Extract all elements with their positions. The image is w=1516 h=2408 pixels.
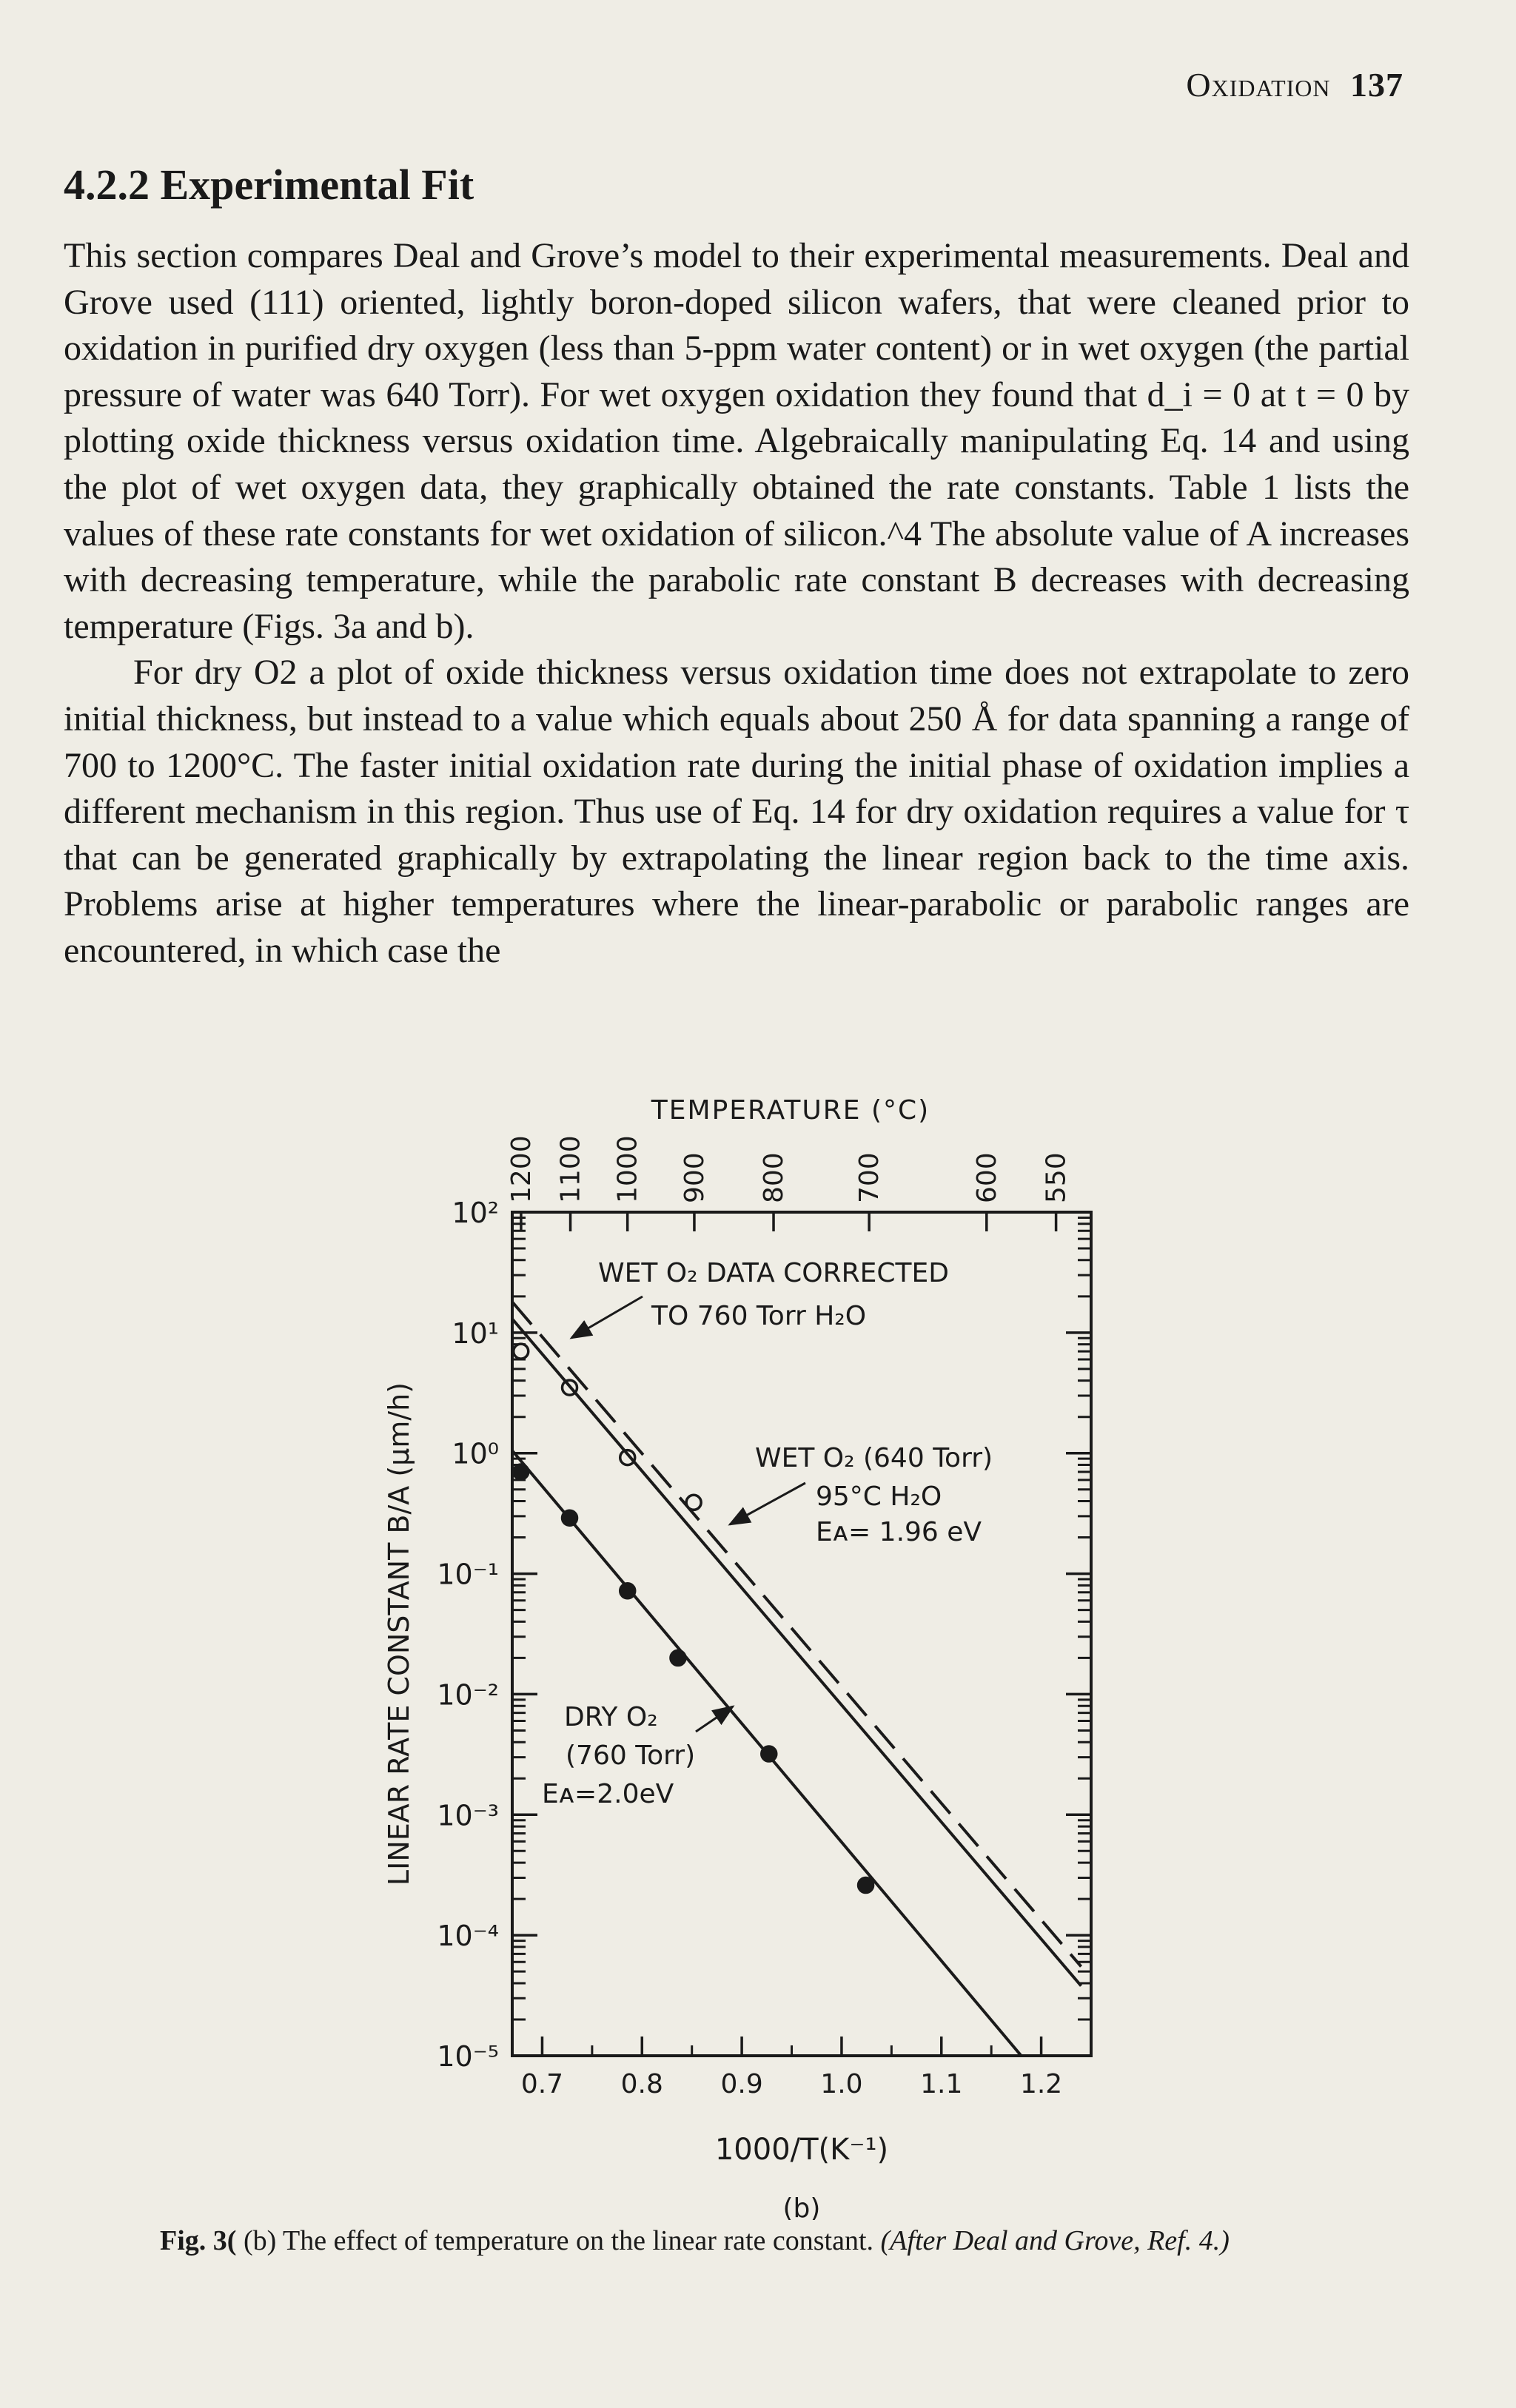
caption-label: Fig. 3( [160, 2225, 237, 2256]
wet-640-label-line3: Eᴀ= 1.96 eV [816, 1517, 982, 1547]
x-axis-label: 1000/T(K⁻¹) [714, 2133, 889, 2167]
figure-3b [0, 1066, 1516, 2220]
top-tick-label: 1100 [555, 1135, 586, 1203]
series-2-point [859, 1878, 873, 1893]
figure-caption [160, 2224, 1418, 2257]
paragraph-2: For dry O2 a plot of oxide thickness versus oxidation time does not extrapolate to zero initial thickness, but instead to a value which equals about 250 Å for data spanning a range of 700 to 1200°C. The faster initial oxidation rate during the initial phase of oxidation implies a different mechanism in this region. Thus use of Eq. 14 for dry oxidation requires a value for τ that can be generated graphically by extrapolating the linear region back to the time axis. Problems arise at higher temperatures where the linear-parabolic or parabolic ranges are encountered, in which case the [64, 653, 1409, 970]
wet-corrected-arrow [571, 1297, 643, 1338]
top-tick-label: 800 [759, 1152, 790, 1203]
top-tick-label: 700 [854, 1152, 885, 1203]
dry-label-line3: Eᴀ=2.0eV [542, 1779, 674, 1809]
series-2-point [762, 1746, 777, 1761]
x-tick-label: 0.8 [620, 2069, 663, 2099]
wet-640-label-line2: 95°C H₂O [816, 1482, 942, 1512]
top-tick-label: 550 [1041, 1152, 1072, 1203]
series-0-line [512, 1302, 1081, 1966]
y-tick-label: 10⁻⁵ [437, 2040, 499, 2073]
y-tick-label: 10¹ [452, 1316, 499, 1350]
section-heading: 4.2.2 Experimental Fit [64, 161, 474, 209]
y-tick-label: 10⁻¹ [437, 1558, 499, 1591]
top-tick-label: 1200 [506, 1135, 537, 1203]
top-tick-label: 900 [679, 1152, 710, 1203]
wet-640-label-line1: WET O₂ (640 Torr) [755, 1443, 993, 1473]
panel-label: (b) [782, 2193, 821, 2220]
linear-rate-chart [0, 1066, 1516, 2220]
series-1-line [512, 1319, 1081, 1985]
series-0-point [514, 1344, 529, 1359]
running-head-section: Oxidation [1186, 66, 1331, 104]
wet-corrected-label-line1: WET O₂ DATA CORRECTED [598, 1258, 950, 1288]
top-tick-label: 600 [971, 1152, 1002, 1203]
caption-text: (b) The effect of temperature on the linear rate constant. [243, 2225, 874, 2256]
wet-corrected-label-line2: TO 760 Torr H₂O [651, 1301, 867, 1331]
running-head [1186, 65, 1403, 104]
dry-arrow [696, 1706, 733, 1732]
x-tick-label: 0.9 [720, 2069, 763, 2099]
x-tick-label: 1.1 [920, 2069, 963, 2099]
body-text [64, 233, 1409, 975]
series-2-point [514, 1464, 529, 1479]
y-tick-label: 10⁰ [452, 1437, 499, 1470]
y-tick-label: 10² [452, 1197, 499, 1229]
paragraph-1: This section compares Deal and Grove’s model to their experimental measurements. Deal and Grove used (111) oriented, lightly boron-doped silicon wafers, that were cleaned prior to oxidation in purified dry oxygen (less than 5-ppm water content) or in wet oxygen (the partial pressure of water was 640 Torr). For wet oxygen oxidation they found that d_i = 0 at t = 0 by plotting oxide thickness versus oxidation time. Algebraically manipulating Eq. 14 and using the plot of wet oxygen data, they graphically obtained the rate constants. Table 1 lists the values of these rate constants for wet oxidation of silicon.^4 The absolute value of A increases with decreasing temperature, while the parabolic rate constant B decreases with decreasing temperature (Figs. 3a and b). [64, 236, 1409, 646]
caption-source: (After Deal and Grove, Ref. 4.) [880, 2225, 1230, 2256]
x-tick-label: 1.0 [820, 2069, 863, 2099]
plot-frame [512, 1212, 1091, 2056]
y-axis-label: LINEAR RATE CONSTANT B/A (µm/h) [383, 1382, 415, 1886]
series-2-point [563, 1510, 577, 1525]
page-number: 137 [1350, 66, 1403, 104]
wet-640-arrow [730, 1483, 805, 1524]
y-tick-label: 10⁻⁴ [437, 1920, 499, 1953]
series-0-point [686, 1495, 701, 1510]
y-tick-label: 10⁻² [437, 1678, 499, 1712]
dry-label-line2: (760 Torr) [566, 1741, 696, 1771]
top-tick-label: 1000 [612, 1135, 643, 1203]
dry-label-line1: DRY O₂ [564, 1702, 658, 1732]
series-2-point [620, 1584, 635, 1598]
x-tick-label: 1.2 [1019, 2069, 1063, 2099]
top-axis-title: TEMPERATURE (°C) [651, 1095, 930, 1126]
y-tick-label: 10⁻³ [437, 1799, 499, 1832]
series-2-point [671, 1650, 685, 1665]
x-tick-label: 0.7 [520, 2069, 564, 2099]
